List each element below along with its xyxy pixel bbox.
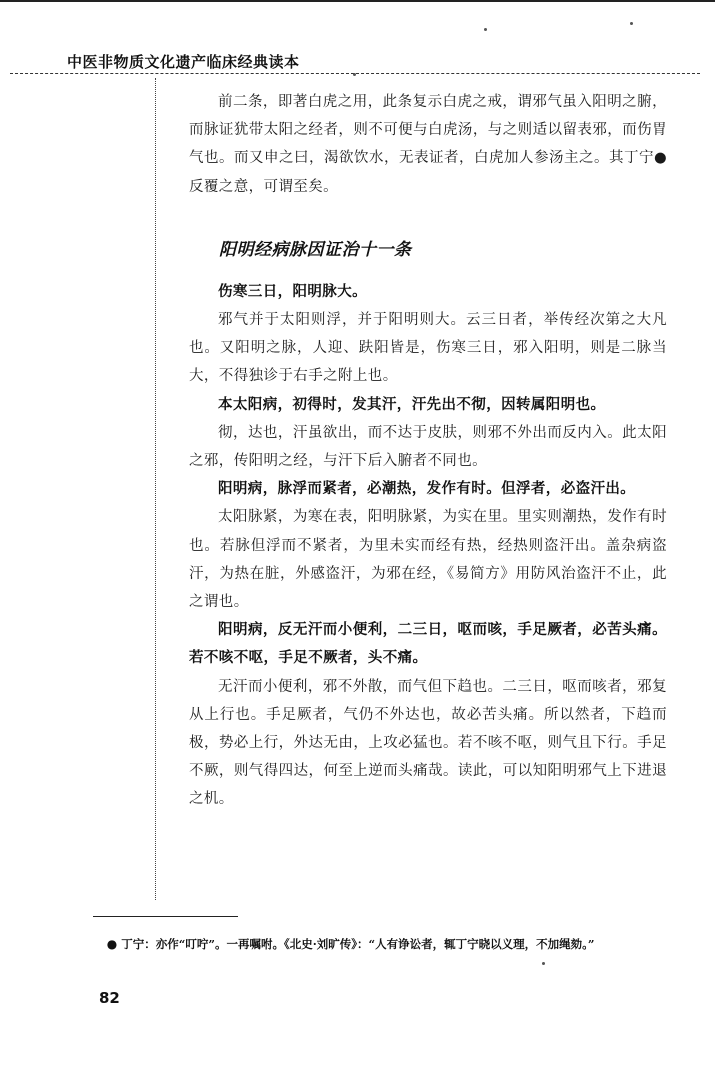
commentary-text: 无汗而小便利，邪不外散，而气但下趋也。二三日，呕而咳者，邪复从上行也。手足厥者，气仍不外达也，故必苦头痛。所以然者，下趋而极，势必上行，外达无由，上攻必猛也。若不咳不呕，则气且下行。手足不厥，则气得四达，何至上逆而头痛哉。读此，可以知阳明邪气上下进退之机。 <box>189 678 667 808</box>
clause-text: 阳明病，反无汗而小便利，二三日，呕而咳，手足厥者，必苦头痛。若不咳不呕，手足不厥者，头不痛。 <box>189 621 667 667</box>
page-number: 82 <box>99 989 120 1007</box>
margin-dotted-rule <box>155 78 156 900</box>
footnote-divider <box>93 916 238 917</box>
paragraph: 前二条，即著白虎之用，此条复示白虎之戒，谓邪气虽入阳明之腑，而脉证犹带太阳之经者，则不可便与白虎汤，与之则适以留表邪，而伤胃气也。而又申之曰，渴欲饮水，无表证者，白虎加人参汤主之。其丁宁●反覆之意，可谓至矣。 <box>189 94 667 195</box>
clause-text: 伤寒三日，阳明脉大。 <box>218 282 367 300</box>
commentary-text: 彻，达也，汗虽欲出，而不达于皮肤，则邪不外出而反内入。此太阳之邪，传阳明之经，与汗下后入腑者不同也。 <box>189 424 667 470</box>
scan-speck <box>484 28 487 31</box>
scan-speck <box>630 22 633 25</box>
top-border-line <box>0 0 715 2</box>
footnote-text: 丁宁：亦作“叮咛”。一再嘱咐。《北史·刘旷传》：“人有诤讼者，辄丁宁晓以义理，不加绳劾。” <box>121 937 595 951</box>
scan-speck <box>542 962 545 965</box>
footnote <box>93 934 671 955</box>
page-body <box>189 88 667 814</box>
commentary-text: 邪气并于太阳则浮，并于阳明则大。云三日者，举传经次第之大凡也。又阳明之脉，人迎、趺阳皆是，伤寒三日，邪入阳明，则是二脉当大，不得独诊于右手之附上也。 <box>189 312 667 385</box>
clause-text: 本太阳病，初得时，发其汗，汗先出不彻，因转属阳明也。 <box>218 395 606 413</box>
scan-speck <box>353 73 356 76</box>
footnote-marker: ● <box>106 937 118 951</box>
clause-text: 阳明病，脉浮而紧者，必潮热，发作有时。但浮者，必盗汗出。 <box>218 480 636 498</box>
section-heading: 阳明经病脉因证治十一条 <box>219 239 412 260</box>
commentary-text: 太阳脉紧，为寒在表，阳明脉紧，为实在里。里实则潮热，发作有时也。若脉但浮而不紧者，为里未实而经有热，经热则盗汗出。盖杂病盗汗，为热在脏，外感盗汗，为邪在经，《易简方》用防风治盗汗不止，此之谓也。 <box>189 509 667 611</box>
running-header: 中医非物质文化遗产临床经典读本 <box>67 53 300 71</box>
